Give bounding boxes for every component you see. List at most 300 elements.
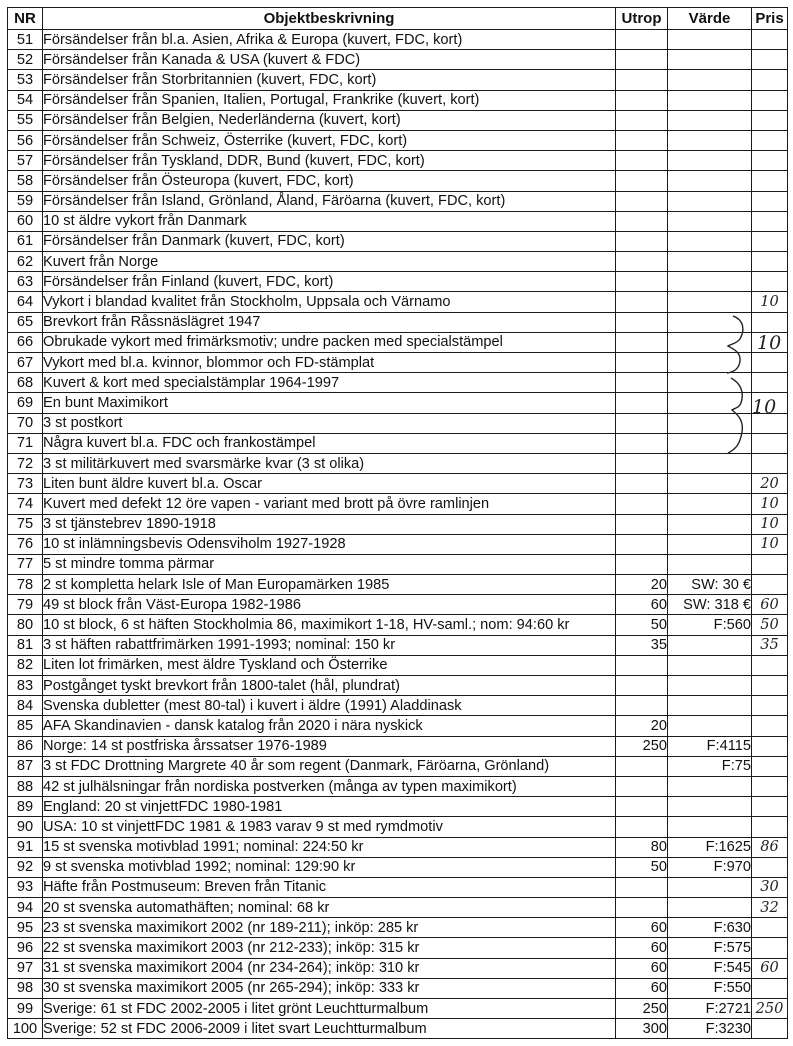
lot-description: 31 st svenska maximikort 2004 (nr 234-264); inköp: 310 kr — [43, 958, 616, 978]
lot-number: 74 — [8, 494, 43, 514]
lot-utrop: 250 — [616, 999, 668, 1019]
lot-pris — [752, 453, 788, 473]
lot-utrop: 50 — [616, 615, 668, 635]
header-varde: Värde — [668, 8, 752, 30]
lot-description: Försändelser från Storbritannien (kuvert, FDC, kort) — [43, 70, 616, 90]
lot-number: 99 — [8, 999, 43, 1019]
lot-number: 60 — [8, 211, 43, 231]
lot-varde: F:575 — [668, 938, 752, 958]
lot-varde — [668, 191, 752, 211]
lot-varde — [668, 696, 752, 716]
lot-pris — [752, 332, 788, 352]
lot-pris: 35 — [752, 635, 788, 655]
header-row — [8, 8, 788, 30]
lot-number: 59 — [8, 191, 43, 211]
table-row — [8, 918, 788, 938]
lot-varde: SW: 30 € — [668, 575, 752, 595]
lot-number: 83 — [8, 676, 43, 696]
lot-description: Försändelser från Kanada & USA (kuvert & FDC) — [43, 50, 616, 70]
lot-utrop — [616, 191, 668, 211]
lot-description: 20 st svenska automathäften; nominal: 68 kr — [43, 898, 616, 918]
lot-pris: 32 — [752, 898, 788, 918]
lot-varde — [668, 514, 752, 534]
lot-utrop: 20 — [616, 716, 668, 736]
lot-description: Svenska dubletter (mest 80-tal) i kuvert i äldre (1991) Aladdinask — [43, 696, 616, 716]
lot-number: 68 — [8, 373, 43, 393]
lot-number: 65 — [8, 312, 43, 332]
lot-pris — [752, 413, 788, 433]
lot-utrop — [616, 433, 668, 453]
lot-varde — [668, 272, 752, 292]
lot-description: Några kuvert bl.a. FDC och frankostämpel — [43, 433, 616, 453]
lot-pris — [752, 312, 788, 332]
lot-utrop — [616, 776, 668, 796]
lot-varde: F:630 — [668, 918, 752, 938]
lot-number: 73 — [8, 474, 43, 494]
lot-description: 49 st block från Väst-Europa 1982-1986 — [43, 595, 616, 615]
lot-varde — [668, 312, 752, 332]
lot-description: 23 st svenska maximikort 2002 (nr 189-211); inköp: 285 kr — [43, 918, 616, 938]
lot-pris — [752, 575, 788, 595]
lot-number: 85 — [8, 716, 43, 736]
lot-varde — [668, 797, 752, 817]
lot-utrop — [616, 756, 668, 776]
lot-varde: F:75 — [668, 756, 752, 776]
lot-utrop — [616, 534, 668, 554]
table-row — [8, 151, 788, 171]
lot-number: 91 — [8, 837, 43, 857]
table-row — [8, 554, 788, 574]
lot-utrop: 250 — [616, 736, 668, 756]
lot-number: 86 — [8, 736, 43, 756]
table-row — [8, 736, 788, 756]
lot-utrop — [616, 70, 668, 90]
lot-description: Kuvert från Norge — [43, 252, 616, 272]
lot-pris — [752, 393, 788, 413]
lot-utrop — [616, 90, 668, 110]
lot-number: 64 — [8, 292, 43, 312]
lot-description: Försändelser från Spanien, Italien, Portugal, Frankrike (kuvert, kort) — [43, 90, 616, 110]
lot-utrop: 60 — [616, 918, 668, 938]
lot-pris — [752, 857, 788, 877]
lot-description: Brevkort från Råssnäslägret 1947 — [43, 312, 616, 332]
lot-utrop — [616, 252, 668, 272]
table-row — [8, 272, 788, 292]
lot-utrop — [616, 211, 668, 231]
lot-pris: 250 — [752, 999, 788, 1019]
header-description: Objektbeskrivning — [43, 8, 616, 30]
lot-number: 72 — [8, 453, 43, 473]
lot-number: 69 — [8, 393, 43, 413]
lot-varde — [668, 817, 752, 837]
lot-utrop — [616, 332, 668, 352]
lot-pris: 60 — [752, 958, 788, 978]
lot-description: 10 st block, 6 st häften Stockholmia 86, maximikort 1-18, HV-saml.; nom: 94:60 kr — [43, 615, 616, 635]
lot-pris — [752, 353, 788, 373]
lot-varde — [668, 635, 752, 655]
table-row — [8, 877, 788, 897]
lot-description: 3 st häften rabattfrimärken 1991-1993; nominal: 150 kr — [43, 635, 616, 655]
lot-varde — [668, 494, 752, 514]
lot-description: 2 st kompletta helark Isle of Man Europamärken 1985 — [43, 575, 616, 595]
lot-description: 22 st svenska maximikort 2003 (nr 212-233); inköp: 315 kr — [43, 938, 616, 958]
table-row — [8, 211, 788, 231]
table-row — [8, 50, 788, 70]
lot-utrop: 60 — [616, 978, 668, 998]
lot-pris — [752, 433, 788, 453]
header-pris: Pris — [752, 8, 788, 30]
lot-number: 88 — [8, 776, 43, 796]
table-row — [8, 635, 788, 655]
lot-utrop: 60 — [616, 938, 668, 958]
lot-pris — [752, 151, 788, 171]
lot-utrop — [616, 696, 668, 716]
table-row — [8, 595, 788, 615]
lot-pris — [752, 716, 788, 736]
lot-pris — [752, 50, 788, 70]
table-row — [8, 716, 788, 736]
table-row — [8, 453, 788, 473]
table-row — [8, 837, 788, 857]
lot-description: Försändelser från Östeuropa (kuvert, FDC, kort) — [43, 171, 616, 191]
lot-varde — [668, 373, 752, 393]
lot-pris — [752, 130, 788, 150]
lot-description: 3 st FDC Drottning Margrete 40 år som regent (Danmark, Färöarna, Grönland) — [43, 756, 616, 776]
lot-utrop — [616, 110, 668, 130]
lot-number: 71 — [8, 433, 43, 453]
table-row — [8, 474, 788, 494]
lot-utrop — [616, 413, 668, 433]
table-row — [8, 696, 788, 716]
lot-pris — [752, 211, 788, 231]
lot-description: Försändelser från Danmark (kuvert, FDC, kort) — [43, 231, 616, 251]
table-row — [8, 797, 788, 817]
lot-varde — [668, 676, 752, 696]
lot-number: 57 — [8, 151, 43, 171]
lot-description: 15 st svenska motivblad 1991; nominal: 224:50 kr — [43, 837, 616, 857]
lot-utrop — [616, 554, 668, 574]
lot-utrop: 20 — [616, 575, 668, 595]
lot-pris — [752, 918, 788, 938]
lot-number: 98 — [8, 978, 43, 998]
lot-description: Försändelser från Schweiz, Österrike (kuvert, FDC, kort) — [43, 130, 616, 150]
lot-number: 78 — [8, 575, 43, 595]
lot-number: 90 — [8, 817, 43, 837]
lot-description: 10 st äldre vykort från Danmark — [43, 211, 616, 231]
lot-number: 93 — [8, 877, 43, 897]
header-nr: NR — [8, 8, 43, 30]
lot-utrop — [616, 151, 668, 171]
lot-description: 30 st svenska maximikort 2005 (nr 265-294); inköp: 333 kr — [43, 978, 616, 998]
lot-varde — [668, 130, 752, 150]
lot-number: 66 — [8, 332, 43, 352]
lot-varde — [668, 393, 752, 413]
lot-utrop — [616, 898, 668, 918]
lot-number: 80 — [8, 615, 43, 635]
table-row — [8, 252, 788, 272]
lot-varde: F:545 — [668, 958, 752, 978]
table-row — [8, 393, 788, 413]
lot-number: 89 — [8, 797, 43, 817]
lot-description: Liten bunt äldre kuvert bl.a. Oscar — [43, 474, 616, 494]
table-row — [8, 30, 788, 50]
lot-varde — [668, 171, 752, 191]
lot-description: Kuvert & kort med specialstämplar 1964-1997 — [43, 373, 616, 393]
lot-pris: 60 — [752, 595, 788, 615]
lot-varde: F:550 — [668, 978, 752, 998]
lot-varde — [668, 474, 752, 494]
lot-utrop — [616, 453, 668, 473]
lot-utrop — [616, 312, 668, 332]
lot-utrop: 80 — [616, 837, 668, 857]
lot-description: 42 st julhälsningar från nordiska postverken (många av typen maximikort) — [43, 776, 616, 796]
lot-varde — [668, 534, 752, 554]
lot-description: Norge: 14 st postfriska årssatser 1976-1989 — [43, 736, 616, 756]
lot-varde — [668, 433, 752, 453]
lot-utrop — [616, 272, 668, 292]
lot-pris: 10 — [752, 514, 788, 534]
table-row — [8, 231, 788, 251]
lot-varde: F:3230 — [668, 1019, 752, 1039]
lot-description: 3 st postkort — [43, 413, 616, 433]
lot-number: 52 — [8, 50, 43, 70]
lot-description: AFA Skandinavien - dansk katalog från 2020 i nära nyskick — [43, 716, 616, 736]
lot-description: Sverige: 61 st FDC 2002-2005 i litet grönt Leuchtturmalbum — [43, 999, 616, 1019]
lot-number: 97 — [8, 958, 43, 978]
lot-pris — [752, 676, 788, 696]
lot-number: 55 — [8, 110, 43, 130]
lot-pris — [752, 110, 788, 130]
lot-pris — [752, 90, 788, 110]
lot-pris — [752, 797, 788, 817]
lot-number: 58 — [8, 171, 43, 191]
lot-pris — [752, 191, 788, 211]
table-row — [8, 312, 788, 332]
lot-number: 54 — [8, 90, 43, 110]
lot-number: 76 — [8, 534, 43, 554]
lot-description: Sverige: 52 st FDC 2006-2009 i litet svart Leuchtturmalbum — [43, 1019, 616, 1039]
lot-pris — [752, 736, 788, 756]
table-row — [8, 433, 788, 453]
lot-description: Försändelser från Island, Grönland, Åland, Färöarna (kuvert, FDC, kort) — [43, 191, 616, 211]
lot-utrop: 60 — [616, 958, 668, 978]
lot-number: 61 — [8, 231, 43, 251]
lot-pris — [752, 938, 788, 958]
lot-varde: F:560 — [668, 615, 752, 635]
lot-pris — [752, 373, 788, 393]
lot-description: Vykort med bl.a. kvinnor, blommor och FD-stämplat — [43, 353, 616, 373]
lot-varde — [668, 655, 752, 675]
lot-pris: 20 — [752, 474, 788, 494]
lot-number: 51 — [8, 30, 43, 50]
lot-description: Kuvert med defekt 12 öre vapen - variant med brott på övre ramlinjen — [43, 494, 616, 514]
lot-number: 84 — [8, 696, 43, 716]
table-row — [8, 292, 788, 312]
lot-number: 53 — [8, 70, 43, 90]
lot-number: 94 — [8, 898, 43, 918]
lot-description: 5 st mindre tomma pärmar — [43, 554, 616, 574]
lot-description: England: 20 st vinjettFDC 1980-1981 — [43, 797, 616, 817]
lot-varde — [668, 292, 752, 312]
lot-utrop — [616, 877, 668, 897]
lot-number: 56 — [8, 130, 43, 150]
auction-lot-table — [7, 7, 788, 1039]
lot-number: 87 — [8, 756, 43, 776]
lot-varde — [668, 151, 752, 171]
lot-description: Liten lot frimärken, mest äldre Tyskland och Österrike — [43, 655, 616, 675]
lot-utrop — [616, 393, 668, 413]
lot-number: 62 — [8, 252, 43, 272]
table-row — [8, 676, 788, 696]
lot-varde — [668, 252, 752, 272]
lot-number: 79 — [8, 595, 43, 615]
lot-description: Försändelser från bl.a. Asien, Afrika & Europa (kuvert, FDC, kort) — [43, 30, 616, 50]
lot-number: 92 — [8, 857, 43, 877]
lot-utrop — [616, 50, 668, 70]
lot-varde: SW: 318 € — [668, 595, 752, 615]
lot-varde: F:1625 — [668, 837, 752, 857]
lot-pris — [752, 70, 788, 90]
lot-description: Obrukade vykort med frimärksmotiv; undre packen med specialstämpel — [43, 332, 616, 352]
table-row — [8, 655, 788, 675]
lot-pris: 86 — [752, 837, 788, 857]
lot-varde — [668, 716, 752, 736]
lot-number: 95 — [8, 918, 43, 938]
lot-varde — [668, 353, 752, 373]
lot-utrop — [616, 474, 668, 494]
lot-number: 81 — [8, 635, 43, 655]
lot-varde — [668, 30, 752, 50]
lot-number: 82 — [8, 655, 43, 675]
lot-utrop: 60 — [616, 595, 668, 615]
lot-utrop — [616, 655, 668, 675]
header-utrop: Utrop — [616, 8, 668, 30]
lot-pris: 30 — [752, 877, 788, 897]
table-row — [8, 1019, 788, 1039]
lot-pris — [752, 776, 788, 796]
table-row — [8, 514, 788, 534]
lot-utrop — [616, 30, 668, 50]
lot-pris — [752, 696, 788, 716]
lot-varde — [668, 50, 752, 70]
table-row — [8, 110, 788, 130]
lot-varde — [668, 898, 752, 918]
lot-utrop — [616, 817, 668, 837]
lot-number: 100 — [8, 1019, 43, 1039]
lot-pris — [752, 171, 788, 191]
table-row — [8, 857, 788, 877]
table-row — [8, 130, 788, 150]
lot-varde — [668, 110, 752, 130]
lot-description: 9 st svenska motivblad 1992; nominal: 129:90 kr — [43, 857, 616, 877]
table-row — [8, 534, 788, 554]
lot-description: 3 st militärkuvert med svarsmärke kvar (3 st olika) — [43, 453, 616, 473]
table-row — [8, 171, 788, 191]
table-row — [8, 332, 788, 352]
lot-varde — [668, 413, 752, 433]
lot-description: Försändelser från Tyskland, DDR, Bund (kuvert, FDC, kort) — [43, 151, 616, 171]
table-row — [8, 575, 788, 595]
lot-pris — [752, 554, 788, 574]
lot-varde — [668, 211, 752, 231]
table-row — [8, 373, 788, 393]
table-row — [8, 756, 788, 776]
table-row — [8, 70, 788, 90]
lot-utrop: 50 — [616, 857, 668, 877]
lot-description: En bunt Maximikort — [43, 393, 616, 413]
lot-description: Vykort i blandad kvalitet från Stockholm, Uppsala och Värnamo — [43, 292, 616, 312]
table-row — [8, 615, 788, 635]
lot-varde: F:2721 — [668, 999, 752, 1019]
table-row — [8, 494, 788, 514]
table-row — [8, 413, 788, 433]
lot-number: 63 — [8, 272, 43, 292]
lot-description: USA: 10 st vinjettFDC 1981 & 1983 varav 9 st med rymdmotiv — [43, 817, 616, 837]
lot-utrop — [616, 494, 668, 514]
lot-pris — [752, 655, 788, 675]
lot-description: Försändelser från Belgien, Nederländerna (kuvert, kort) — [43, 110, 616, 130]
lot-pris — [752, 252, 788, 272]
lot-pris — [752, 272, 788, 292]
table-row — [8, 898, 788, 918]
lot-pris — [752, 30, 788, 50]
lot-pris — [752, 1019, 788, 1039]
lot-number: 96 — [8, 938, 43, 958]
lot-number: 67 — [8, 353, 43, 373]
lot-utrop: 300 — [616, 1019, 668, 1039]
lot-varde — [668, 877, 752, 897]
table-row — [8, 776, 788, 796]
table-row — [8, 999, 788, 1019]
lot-varde — [668, 90, 752, 110]
lot-number: 70 — [8, 413, 43, 433]
lot-utrop — [616, 171, 668, 191]
bracket-68-71-pris: 10 — [752, 396, 777, 418]
lot-varde — [668, 231, 752, 251]
lot-pris: 10 — [752, 494, 788, 514]
lot-description: Postgånget tyskt brevkort från 1800-talet (hål, plundrat) — [43, 676, 616, 696]
lot-utrop — [616, 292, 668, 312]
table-row — [8, 978, 788, 998]
lot-number: 75 — [8, 514, 43, 534]
table-row — [8, 90, 788, 110]
table-row — [8, 353, 788, 373]
lot-varde — [668, 554, 752, 574]
table-row — [8, 817, 788, 837]
lot-pris — [752, 756, 788, 776]
lot-description: 10 st inlämningsbevis Odensviholm 1927-1928 — [43, 534, 616, 554]
lot-utrop — [616, 231, 668, 251]
lot-description: Häfte från Postmuseum: Breven från Titanic — [43, 877, 616, 897]
lot-utrop — [616, 130, 668, 150]
lot-number: 77 — [8, 554, 43, 574]
lot-description: 3 st tjänstebrev 1890-1918 — [43, 514, 616, 534]
lot-varde — [668, 453, 752, 473]
table-row — [8, 958, 788, 978]
lot-pris: 10 — [752, 292, 788, 312]
lot-utrop: 35 — [616, 635, 668, 655]
lot-pris: 10 — [752, 534, 788, 554]
bracket-65-67-pris: 10 — [757, 332, 782, 354]
lot-utrop — [616, 676, 668, 696]
lot-pris — [752, 978, 788, 998]
lot-varde: F:970 — [668, 857, 752, 877]
lot-varde — [668, 70, 752, 90]
lot-pris — [752, 817, 788, 837]
lot-varde: F:4115 — [668, 736, 752, 756]
lot-utrop — [616, 373, 668, 393]
lot-varde — [668, 776, 752, 796]
